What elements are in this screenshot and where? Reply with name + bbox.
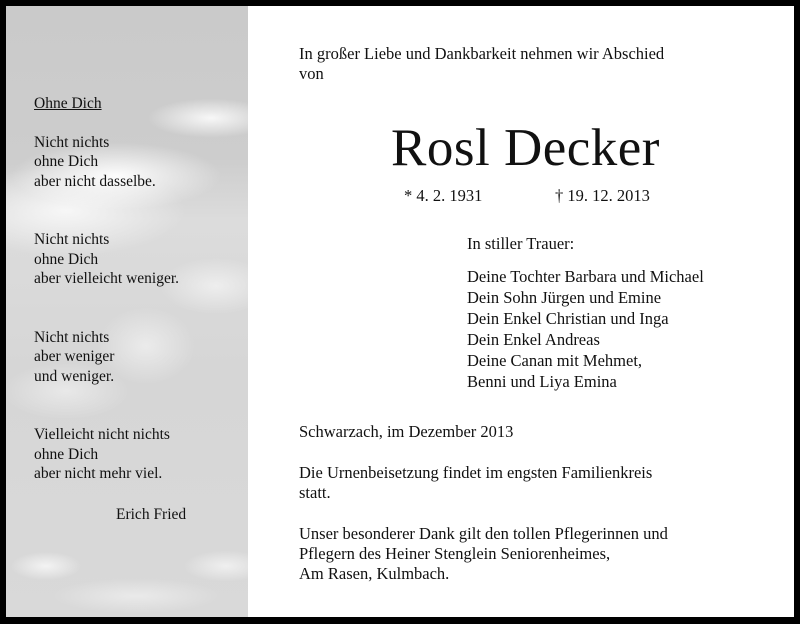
poem-line: Vielleicht nicht nichts (34, 426, 170, 443)
poem-line: ohne Dich (34, 153, 99, 170)
mourner: Deine Canan mit Mehmet, (467, 351, 643, 370)
poem-line: Nicht nichts (34, 328, 110, 346)
burial-line: Die Urnenbeisetzung findet im engsten Familienkreis (299, 463, 653, 482)
thanks-line: Am Rasen, Kulmbach. (299, 564, 450, 583)
mourner: Deine Tochter Barbara und Michael (467, 267, 704, 286)
poem-line: ohne Dich (34, 250, 99, 268)
poem-author: Erich Fried (116, 506, 187, 523)
mourner: Dein Sohn Jürgen und Emine (467, 288, 662, 307)
intro-text (299, 44, 769, 84)
intro-line: In großer Liebe und Dankbarkeit nehmen wir Abschied (299, 44, 665, 63)
poem-line: aber nicht dasselbe. (34, 172, 156, 190)
birth-date: * 4. 2. 1931 (404, 186, 483, 205)
poem-line: und weniger. (34, 367, 115, 385)
mourner: Dein Enkel Andreas (467, 330, 600, 349)
poem-stanza-3 (34, 328, 179, 387)
mourner: Benni und Liya Emina (467, 372, 617, 391)
mourner: Dein Enkel Christian und Inga (467, 309, 669, 328)
mourners-list (467, 266, 704, 392)
poem (34, 94, 179, 523)
poem-line: aber nicht mehr viel. (34, 465, 163, 482)
thanks-note (299, 524, 789, 584)
mourning-heading: In stiller Trauer: (467, 234, 575, 253)
poem-title: Ohne Dich (34, 95, 102, 112)
burial-note (299, 463, 759, 503)
poem-line: Nicht nichts (34, 133, 110, 151)
poem-line: ohne Dich (34, 445, 99, 463)
thanks-line: Unser besonderer Dank gilt den tollen Pflegerinnen und (299, 524, 668, 543)
poem-stanza-2 (34, 230, 179, 289)
poem-stanza-4 (34, 425, 179, 484)
burial-line: statt. (299, 483, 331, 502)
intro-line: von (299, 64, 324, 83)
poem-line: aber weniger (34, 348, 115, 365)
death-date: † 19. 12. 2013 (555, 186, 650, 205)
place-and-date: Schwarzach, im Dezember 2013 (299, 422, 514, 441)
deceased-name: Rosl Decker (391, 119, 660, 177)
poem-line: Nicht nichts (34, 231, 110, 248)
poem-sidebar-sky-image (6, 6, 248, 617)
thanks-line: Pflegern des Heiner Stenglein Seniorenheimes, (299, 544, 611, 563)
poem-line: aber vielleicht weniger. (34, 270, 180, 287)
obituary-notice (6, 6, 794, 617)
poem-stanza-1 (34, 133, 179, 192)
